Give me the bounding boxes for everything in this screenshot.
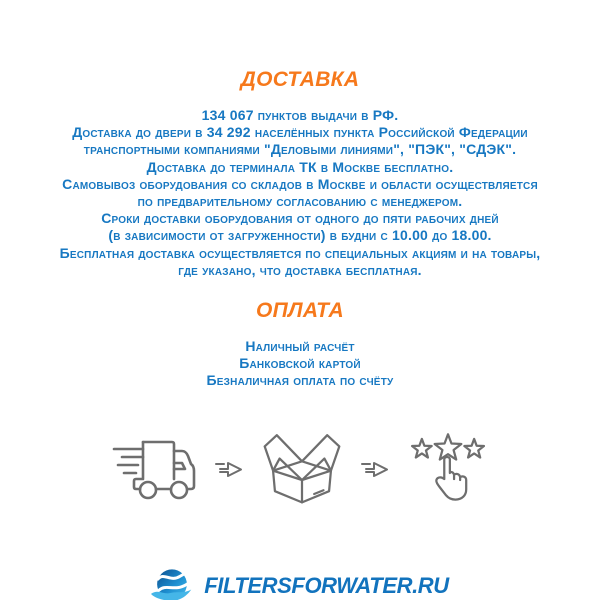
delivery-process-illustration bbox=[0, 420, 600, 512]
payment-option: Наличный расчёт bbox=[245, 338, 355, 355]
delivery-info-line: Сроки доставки оборудования от одного до пяти рабочих дней bbox=[101, 210, 499, 227]
payment-option: Банковской картой bbox=[239, 355, 361, 372]
delivery-info-text bbox=[0, 107, 600, 279]
payment-option: Безналичная оплата по счёту bbox=[206, 372, 394, 389]
delivery-section-title: ДОСТАВКА bbox=[240, 68, 360, 91]
water-wave-logo-icon bbox=[151, 566, 193, 600]
delivery-info-line: Доставка до двери в 34 292 населённых пункта Российской Федерации bbox=[72, 124, 528, 141]
delivery-info-line: где указано, что доставка бесплатная. bbox=[178, 261, 422, 278]
delivery-info-line: Бесплатная доставка осуществляется по специальных акциям и на товары, bbox=[59, 244, 541, 261]
delivery-info-line: 134 067 пунктов выдачи в РФ. bbox=[201, 107, 399, 123]
delivery-info-line: Самовывоз оборудования со складов в Москве и области осуществляется bbox=[62, 175, 538, 192]
rating-stars-hand-icon bbox=[406, 422, 490, 510]
delivery-info-line: транспортными компаниями "Деловыми линиями", "ПЭК", "СДЭК". bbox=[83, 141, 517, 158]
delivery-info-line: (в зависимости от загруженности) в будни с 10.00 до 18.00. bbox=[108, 227, 492, 244]
brand-name: FILTERSFORWATER.RU bbox=[204, 572, 449, 598]
footer-logo[interactable] bbox=[0, 566, 600, 600]
payment-section-title: ОПЛАТА bbox=[256, 299, 344, 323]
payment-options-list bbox=[0, 338, 600, 390]
delivery-info-line: Доставка до терминала ТК в Москве бесплатно. bbox=[146, 158, 454, 175]
delivery-info-line: по предварительному согласованию с менеджером. bbox=[137, 193, 463, 210]
delivery-truck-icon bbox=[110, 427, 198, 505]
arrow-right-icon bbox=[214, 456, 244, 480]
arrow-right-icon bbox=[360, 456, 390, 480]
open-box-icon bbox=[260, 425, 344, 507]
